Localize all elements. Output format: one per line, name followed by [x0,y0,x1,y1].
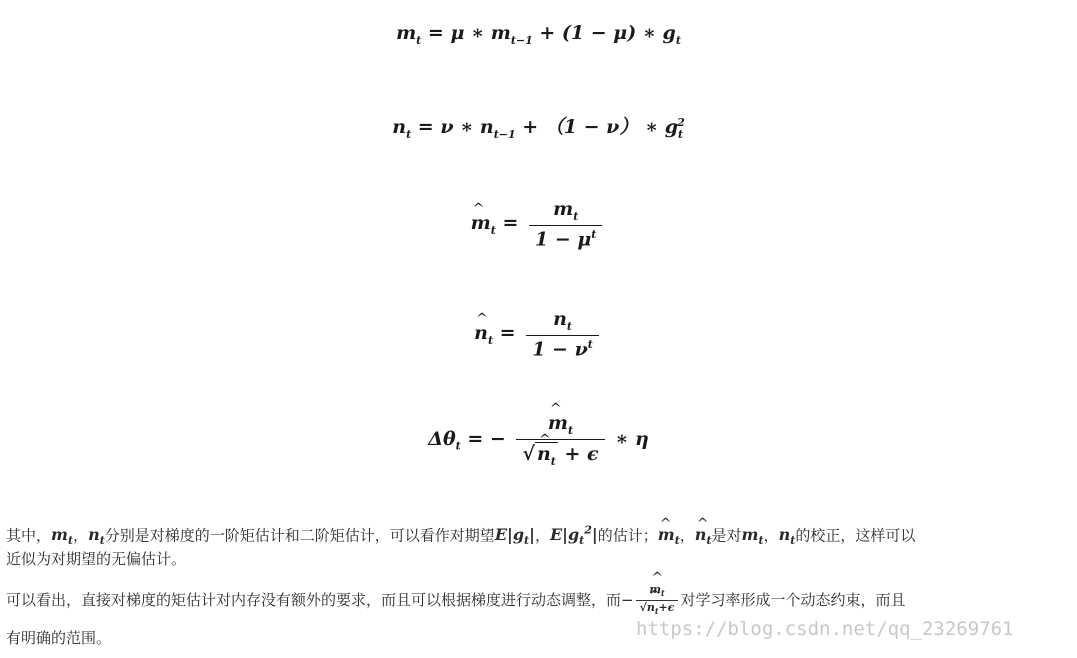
explanation-paragraph-1: 其中，$m_t$，$n_t$分别是对梯度的一阶矩估计和二阶矩估计，可以看作对期望$E|g_t|$，$E|g_t^2|$的估计；^ $m_t$，^ $n_t$是对$m_t$，$n_t$的校正，这样可以 [6,518,1068,555]
eq5-fraction: ^ $\frac{m_t}{√\^{} n_t + \epsilon}$ [516,412,604,468]
equation-second-moment: $n_t = \nu$ ∗ $n_{t-1} + (1 - \nu)$ ∗ $g_t^2$ [392,115,685,141]
equation-first-moment: $m_t = \mu$ ∗ $m_{t-1} + (1 - \mu)$ ∗ $g_t$ [396,22,681,47]
eq5-tail: ∗ η [615,427,649,450]
explanation-paragraph-2: 可以看出，直接对梯度的矩估计对内存没有额外的要求，而且可以根据梯度进行动态调整，而− ^ $\frac{m_t}{√\^{} n_t+\epsilon}$ 对学习率形成一个动态约束，而且 [6,583,1068,618]
eq2-rhs-tail: + （1 − ν） ∗ g [522,116,678,138]
eq3-numerator: m [553,198,574,220]
para-text: 其中， [6,526,52,545]
para-text: 是对 [711,526,742,545]
para-text: 可以看出，直接对梯度的矩估计对内存没有额外的要求，而且可以根据梯度进行动态调整，而 [6,591,622,610]
eq2-rhs: ν ∗ n [440,116,494,138]
inline-fraction: ^ $\frac{m_t}{√\^{} n_t+\epsilon}$ [636,583,679,618]
eq3-denominator: 1 − μ [535,228,592,251]
explanation-paragraph-2-cont: 有明确的范围。 [6,629,112,647]
eq4-numerator: n [553,308,567,330]
eq4-fraction: $\frac{n_t}{1 - \nu^t}$ [526,308,599,360]
eq2-lhs: n [392,116,407,138]
para-text: 的估计； [597,526,658,545]
para-text: 的校正，这样可以 [795,526,916,545]
equation-m-hat: ^ $m_t$ = $\frac{m_t}{1 - \mu^t}$ [0,198,1077,250]
eq1-lhs: m [396,22,417,44]
equation-update: $\Delta\theta_t$ = − ^ $\frac{m_t}{√\^{} n_t + \epsilon}$ ∗ η [0,412,1077,468]
eq1-rhs: μ ∗ m [450,22,511,44]
equation-n-hat: ^ $n_t$ = $\frac{n_t}{1 - \nu^t}$ [0,308,1077,360]
para-text: 对学习率形成一个动态约束，而且 [680,591,906,610]
eq1-rhs-tail: + (1 − μ) ∗ g [539,22,676,44]
explanation-paragraph-1-cont: 近似为对期望的无偏估计。 [6,550,187,568]
eq5-lhs: Δθ [428,427,456,450]
watermark: https://blog.csdn.net/qq_23269761 [636,618,1014,640]
eq3-fraction: $\frac{m_t}{1 - \mu^t}$ [529,198,602,250]
para-text: 分别是对梯度的一阶矩估计和二阶矩估计，可以看作对期望 [104,526,495,545]
eq4-denominator: 1 − ν [532,338,588,361]
